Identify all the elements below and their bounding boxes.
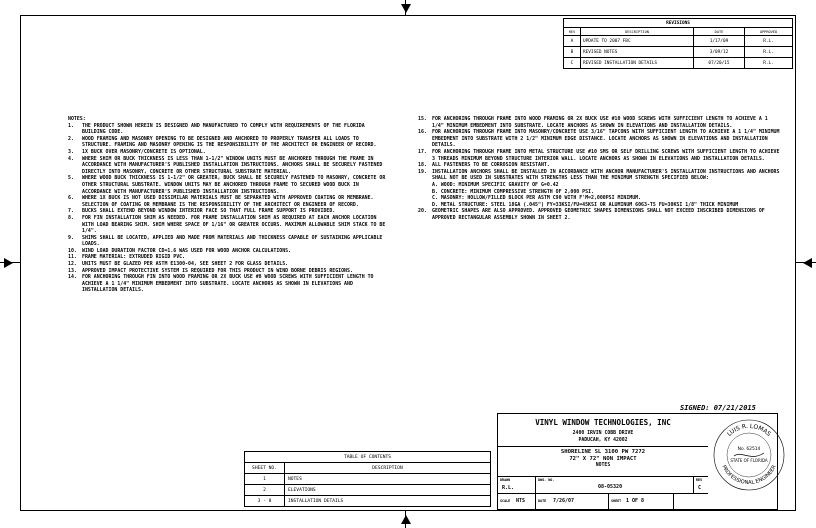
table-row xyxy=(245,496,491,507)
note-text: WOOD FRAMING AND MASONRY OPENING TO BE DESIGNED AND ANCHORED TO PROPERLY TRANSFER ALL LOADS TO STRUCTURE. FRAMING AND MASONRY OPENING IS THE RESPONSIBILITY OF THE ARCHITECT OR ENGINEER OF RECORD. xyxy=(82,135,377,149)
note-text: FOR ANCHORING THROUGH FIN INTO WOOD FRAMING OR 2X BUCK USE #8 WOOD SCREWS WITH SUFFICIENT LENGTH TO ACHIEVE A 1 1/4" MINIMUM EMBEDMENT INTO SUBSTRATE. LOCATE ANCHORS AS SHOWN IN ELEVATIONS AND INSTALLATION DETAILS. xyxy=(82,274,374,294)
note-number: 4. xyxy=(68,155,74,162)
product-line-1: SHORELINE SL 3100 PW 7272 xyxy=(560,449,646,455)
note-text: FOR ANCHORING THROUGH FRAME INTO WOOD FRAMING OR 2X BUCK USE #10 WOOD SCREWS WITH SUFFICIENT LENGTH TO ACHIEVE A 1 1/4" MINIMUM EMBEDMENT INTO SUBSTRATE. LOCATE ANCHORS AS SHOWN IN ELEVATIONS AND INSTALLATION DETAILS. xyxy=(432,116,768,129)
notes-left-column xyxy=(68,116,390,294)
title-block-divider xyxy=(535,476,536,510)
sheet-no-cell: 3 - 8 xyxy=(245,496,285,507)
note-item xyxy=(68,268,390,275)
company-name: VINYL WINDOW TECHNOLOGIES, INC xyxy=(535,418,671,427)
note-item xyxy=(68,156,390,176)
table-row xyxy=(245,474,491,485)
seal-outer-ring xyxy=(714,420,784,490)
note-item xyxy=(68,136,390,149)
table-of-contents xyxy=(244,451,491,507)
note-number xyxy=(418,182,432,189)
seal-license: No. 62514 xyxy=(737,447,761,452)
revisions-header-row xyxy=(564,28,793,36)
dwg-label: DWG. NO. xyxy=(538,478,555,482)
rev-cell: B xyxy=(564,47,581,58)
note-text: FOR ANCHORING THROUGH FRAME INTO METAL STRUCTURE USE #10 SMS OR SELF DRILLING SCREWS WITH SUFFICIENT LENGTH TO ACHIEVE 3 THREADS MINIMUM BEYOND STRUCTURE INTERIOR WALL. LOCATE ANCHORS AS SHOWN IN ELEVATIONS AND INSTALLATION DETAILS. xyxy=(432,148,780,162)
scale-value: NTS xyxy=(516,498,526,504)
note-text: FRAME MATERIAL: EXTRUDED RIGID PVC. xyxy=(82,254,186,261)
toc-title: TABLE OF CONTENTS xyxy=(245,452,491,463)
note-item xyxy=(68,215,390,235)
rev-cell: A xyxy=(564,36,581,47)
note-item xyxy=(418,162,780,169)
sheet-no-cell: 2 xyxy=(245,485,285,496)
note-number: 16. xyxy=(418,129,427,136)
note-number: 5. xyxy=(68,175,74,182)
note-number: 1. xyxy=(68,122,74,129)
description-cell: INSTALLATION DETAILS xyxy=(285,496,491,507)
company-address-line-1: 2400 IRVIN COBB DRIVE xyxy=(572,431,634,436)
note-number: 7. xyxy=(68,208,74,215)
bottom-center-tick xyxy=(405,511,406,528)
note-item xyxy=(418,208,780,221)
note-text: FOR ANCHORING THROUGH FRAME INTO MASONRY/CONCRETE USE 3/16" TAPCONS WITH SUFFICIENT LENGTH TO ACHIEVE A 1 1/4" MINIMUM EMBEDMENT INTO SUBSTRATE WITH 2 1/2" MINIMUM EDGE DISTANCE. LOCATE ANCHORS AS SHOWN IN ELEVATIONS AND INSTALLATION DETAILS. xyxy=(432,129,780,149)
note-number: 14. xyxy=(68,274,77,281)
note-text: FOR FIN INSTALLATION SHIM AS NEEDED. FOR FRAME INSTALLATION SHIM AS REQUIRED AT EACH ANCHOR LOCATION WITH LOAD BEARING SHIM. SHIM WHERE SPACE OF 1/16" OR GREATER OCCURS. MAXIMUM ALLOWABLE SHIM STACK TO BE 1/4". xyxy=(82,214,386,235)
signature-scribble xyxy=(734,453,764,456)
note-item xyxy=(68,254,390,261)
description-header: DESCRIPTION xyxy=(285,463,491,474)
note-text: GEOMETRIC SHAPES ARE ALSO APPROVED. APPROVED GEOMETRIC SHAPES DIMENSIONS SHALL NOT EXCEED INSCRIBED DIMENSIONS OF APPROVED RECTANGULAR ASSEMBLY SHOWN IN SHEET 2. xyxy=(432,208,765,221)
table-row xyxy=(245,485,491,496)
approved-cell: R.L. xyxy=(745,58,793,69)
scale-label: SCALE xyxy=(500,499,511,503)
description-cell: UPDATE TO 2007 FBC xyxy=(581,36,694,47)
sheet-value: 1 OF 8 xyxy=(626,498,645,504)
title-block-divider xyxy=(498,476,708,477)
description-cell: REVISED INSTALLATION DETAILS xyxy=(581,58,694,69)
note-number: 13. xyxy=(68,267,77,274)
seal-role: PROFESSIONAL ENGINEER xyxy=(720,464,778,487)
notes-heading: NOTES: xyxy=(68,116,86,122)
note-number: 12. xyxy=(68,261,77,268)
title-block-divider xyxy=(498,446,708,447)
note-text: WIND LOAD DURATION FACTOR CD=1.6 WAS USED FOR WOOD ANCHOR CALCULATIONS. xyxy=(82,247,292,254)
table-row xyxy=(564,47,793,58)
right-center-tick xyxy=(796,262,816,263)
rev-header: REV xyxy=(564,28,581,36)
note-number xyxy=(418,202,432,209)
notes-right-column xyxy=(418,116,780,222)
sheet-no-cell: 1 xyxy=(245,474,285,485)
revisions-title: REVISIONS xyxy=(564,19,793,28)
signed-date: SIGNED: 07/21/2015 xyxy=(680,404,756,412)
table-row xyxy=(564,58,793,69)
drawn-value: R.L. xyxy=(502,485,515,491)
table-row xyxy=(564,36,793,47)
engineer-seal xyxy=(712,418,786,492)
company-address-line-2: PADUCAH, KY 42002 xyxy=(578,438,628,443)
note-number: 6. xyxy=(68,195,74,202)
note-text: ALL FASTENERS TO BE CORROSION RESISTANT. xyxy=(432,162,550,169)
notes-right-list xyxy=(418,116,780,222)
note-text: BUCKS SHALL EXTEND BEYOND WINDOW INTERIOR FACE SO THAT FULL FRAME SUPPORT IS PROVIDED. xyxy=(82,208,336,215)
note-text: APPROVED IMPACT PROTECTIVE SYSTEM IS REQUIRED FOR THIS PRODUCT IN WIND BORNE DEBRIS REGIONS. xyxy=(82,267,353,274)
note-text: WHERE WOOD BUCK THICKNESS IS 1-1/2" OR GREATER, BUCK SHALL BE SECURELY FASTENED TO MASONRY, CONCRETE OR OTHER STRUCTURAL SUBSTRATE. WINDOW UNITS MAY BE ANCHORED THROUGH FRAME TO SECURED WOOD BUCK IN ACCORDANCE WITH MANUFACTURER'S PUBLISHED INSTALLATION INSTRUCTIONS. xyxy=(82,175,386,195)
right-center-arrow xyxy=(803,258,812,268)
note-text: C. MASONRY: HOLLOW/FILLED BLOCK PER ASTM C90 WITH F'M=2,000PSI MINIMUM. xyxy=(432,195,642,202)
note-item xyxy=(68,274,390,294)
approved-cell: R.L. xyxy=(745,47,793,58)
note-item xyxy=(418,182,780,189)
note-text: WHERE SHIM OR BUCK THICKNESS IS LESS THAN 1-1/2" WINDOW UNITS MUST BE ANCHORED THROUGH THE FRAME IN ACCORDANCE WITH MANUFACTURER'S PUBLISHED INSTALLATION INSTRUCTIONS. ANCHORS SHALL BE SECURELY FASTENED DIRECTLY INTO MASONRY, CONCRETE OR OTHER STRUCTURAL SUBSTRATE MATERIAL. xyxy=(82,155,383,175)
note-item xyxy=(68,208,390,215)
description-cell: NOTES xyxy=(285,474,491,485)
description-header: DESCRIPTION xyxy=(581,28,694,36)
product-line-2: 72" X 72" NON IMPACT xyxy=(569,456,637,462)
note-item xyxy=(68,175,390,195)
note-number xyxy=(418,189,432,196)
note-number: 11. xyxy=(68,254,77,261)
note-text: SHIMS SHALL BE LOCATED, APPLIED AND MADE FROM MATERIALS AND THICKNESS CAPABLE OF SUSTAINING APPLICABLE LOADS. xyxy=(82,234,383,248)
seal-state: STATE OF FLORIDA xyxy=(730,458,768,463)
bottom-center-arrow xyxy=(401,515,411,524)
rev-value: C xyxy=(698,485,702,491)
note-text: UNITS MUST BE GLAZED PER ASTM E1300-04, SEE SHEET 2 FOR GLASS DETAILS. xyxy=(82,261,289,268)
note-item xyxy=(68,123,390,136)
revisions-table xyxy=(563,18,793,69)
note-item xyxy=(418,189,780,196)
note-item xyxy=(68,149,390,156)
note-text: WHERE 1X BUCK IS NOT USED DISSIMILAR MATERIALS MUST BE SEPARATED WITH APPROVED COATING OR MEMBRANE. SELECTION OF COATING OR MEMBRANE IS THE RESPONSIBILITY OF THE ARCHITECT OR ENGINEER OF RECORD. xyxy=(82,195,374,208)
description-cell: REVISED NOTES xyxy=(581,47,694,58)
note-number: 9. xyxy=(68,234,74,241)
note-text: 1X BUCK OVER MASONRY/CONCRETE IS OPTIONAL. xyxy=(82,148,206,155)
note-item xyxy=(68,248,390,255)
note-item xyxy=(68,195,390,208)
note-number: 3. xyxy=(68,148,74,155)
date-value: 7/26/07 xyxy=(553,498,575,504)
date-label: DATE xyxy=(538,499,547,503)
note-item xyxy=(418,129,780,149)
approved-cell: R.L. xyxy=(745,36,793,47)
sheet-label: SHEET xyxy=(611,499,622,503)
notes-left-list xyxy=(68,123,390,294)
note-item xyxy=(68,261,390,268)
note-item xyxy=(418,195,780,202)
description-cell: ELEVATIONS xyxy=(285,485,491,496)
left-center-arrow xyxy=(4,258,13,268)
rev-cell: C xyxy=(564,58,581,69)
note-item xyxy=(68,235,390,248)
top-center-tick xyxy=(405,0,406,15)
note-number xyxy=(418,195,432,202)
note-item xyxy=(418,116,780,129)
note-text: D. METAL STRUCTURE: STEEL 18GA (.045") FY=33KSI/FU=45KSI OR ALUMINUM 6063-T5 FU=30KSI 1/8" THICK MINIMUM xyxy=(432,201,739,208)
note-item xyxy=(418,149,780,162)
note-text: A. WOOD: MINIMUM SPECIFIC GRAVITY OF G=0.42 xyxy=(432,181,559,188)
sheet-no-header: SHEET NO. xyxy=(245,463,285,474)
approved-header: APPROVED xyxy=(745,28,793,36)
note-number: 20. xyxy=(418,208,427,215)
note-number: 19. xyxy=(418,168,427,175)
note-number: 18. xyxy=(418,162,427,169)
note-number: 17. xyxy=(418,148,427,155)
date-cell: 3/09/12 xyxy=(694,47,745,58)
title-block-divider xyxy=(673,493,674,510)
note-number: 10. xyxy=(68,247,77,254)
title-block-divider xyxy=(608,493,609,510)
note-text: B. CONCRETE: MINIMUM COMPRESSIVE STRENGTH OF 2,000 PSI. xyxy=(432,188,594,195)
date-cell: 1/17/09 xyxy=(694,36,745,47)
date-header: DATE xyxy=(694,28,745,36)
rev-label: REV xyxy=(696,478,703,482)
note-number: 8. xyxy=(68,214,74,221)
note-number: 15. xyxy=(418,116,427,122)
note-text: INSTALLATION ANCHORS SHALL BE INSTALLED IN ACCORDANCE WITH ANCHOR MANUFACTURER'S INSTALLATION INSTRUCTIONS AND ANCHORS SHALL NOT BE USED IN SUBSTRATES WITH STRENGTHS LESS THAN THE MINIMUM STRENGTH SPECIFIED BELOW: xyxy=(432,168,780,182)
seal-inner-ring xyxy=(727,433,771,477)
note-number: 2. xyxy=(68,135,74,142)
note-text: THE PRODUCT SHOWN HEREIN IS DESIGNED AND MANUFACTURED TO COMPLY WITH REQUIREMENTS OF THE FLORIDA BUILDING CODE. xyxy=(82,122,365,136)
title-block-divider xyxy=(693,476,694,493)
top-center-arrow xyxy=(401,4,411,13)
date-cell: 07/20/15 xyxy=(694,58,745,69)
title-block-divider xyxy=(498,493,708,494)
dwg-value: 08-05320 xyxy=(598,484,623,490)
drawn-label: DRAWN xyxy=(500,478,511,482)
toc-header-row xyxy=(245,463,491,474)
seal-name: LUIS R. LOMAS xyxy=(725,422,773,438)
note-item xyxy=(418,169,780,182)
left-center-tick xyxy=(0,262,20,263)
note-item xyxy=(418,202,780,209)
product-line-3: NOTES xyxy=(595,463,611,468)
